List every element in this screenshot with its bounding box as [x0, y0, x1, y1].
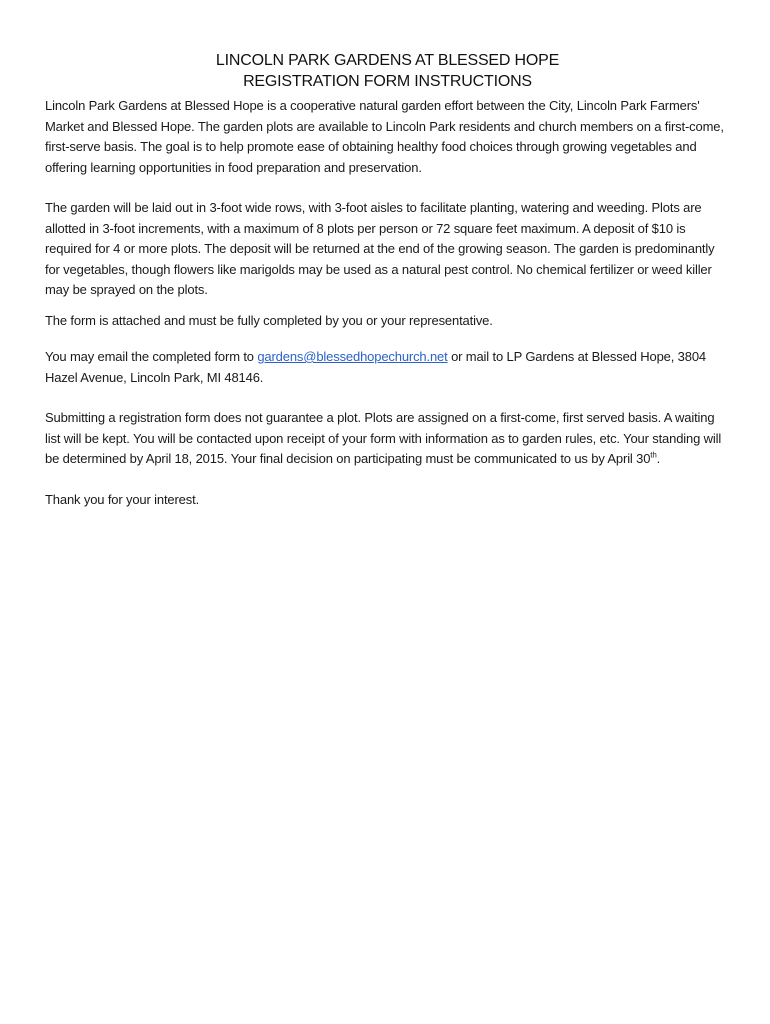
submission-text-after: or mail to LP Gardens at Blessed Hope, 3804 Hazel Avenue, Lincoln Park, MI 48146.	[45, 349, 706, 385]
guarantee-text-end: .	[656, 451, 661, 466]
document-page	[45, 50, 730, 510]
thank-you-paragraph: Thank you for your interest.	[45, 491, 200, 507]
email-link[interactable]: gardens@blessedhopechurch.net	[257, 349, 448, 364]
guarantee-text: Submitting a registration form does not guarantee a plot. Plots are assigned on a first-come, first served basis. A waiting list will be kept. You will be contacted upon receipt of your form with information as to garden rules, etc. Your standing will be determined by April 18, 2015. Your final decision on participating must be communicated to us by April 30	[45, 410, 722, 466]
title-line-1: LINCOLN PARK GARDENS AT BLESSED HOPE	[215, 52, 560, 69]
guarantee-paragraph	[45, 408, 730, 470]
ordinal-suffix: th	[650, 450, 657, 460]
submission-text-before: You may email the completed form to	[45, 349, 258, 364]
title-line-2: REGISTRATION FORM INSTRUCTIONS	[243, 73, 532, 90]
submission-paragraph	[45, 347, 730, 388]
document-title	[45, 50, 730, 92]
form-completion-paragraph: The form is attached and must be fully completed by you or your representative.	[45, 312, 493, 328]
garden-layout-paragraph: The garden will be laid out in 3-foot wide rows, with 3-foot aisles to facilitate planting, watering and weeding. Plots are allotted in 3-foot increments, with a maximum of 8 plots per person or 72 square feet maximum. A deposit of $10 is required for 4 or more plots. The deposit will be returned at the end of the growing season. The garden is predominantly for vegetables, though flowers like marigolds may be used as a natural pest control. No chemical fertilizer or weed killer may be sprayed on the plots.	[45, 200, 715, 297]
intro-paragraph: Lincoln Park Gardens at Blessed Hope is a cooperative natural garden effort between the City, Lincoln Park Farmers' Market and Blessed Hope. The garden plots are available to Lincoln Park residents and church members on a first-come, first-serve basis. The goal is to help promote ease of obtaining healthy food choices through growing vegetables and offering learning opportunities in food preparation and preservation.	[45, 98, 724, 175]
